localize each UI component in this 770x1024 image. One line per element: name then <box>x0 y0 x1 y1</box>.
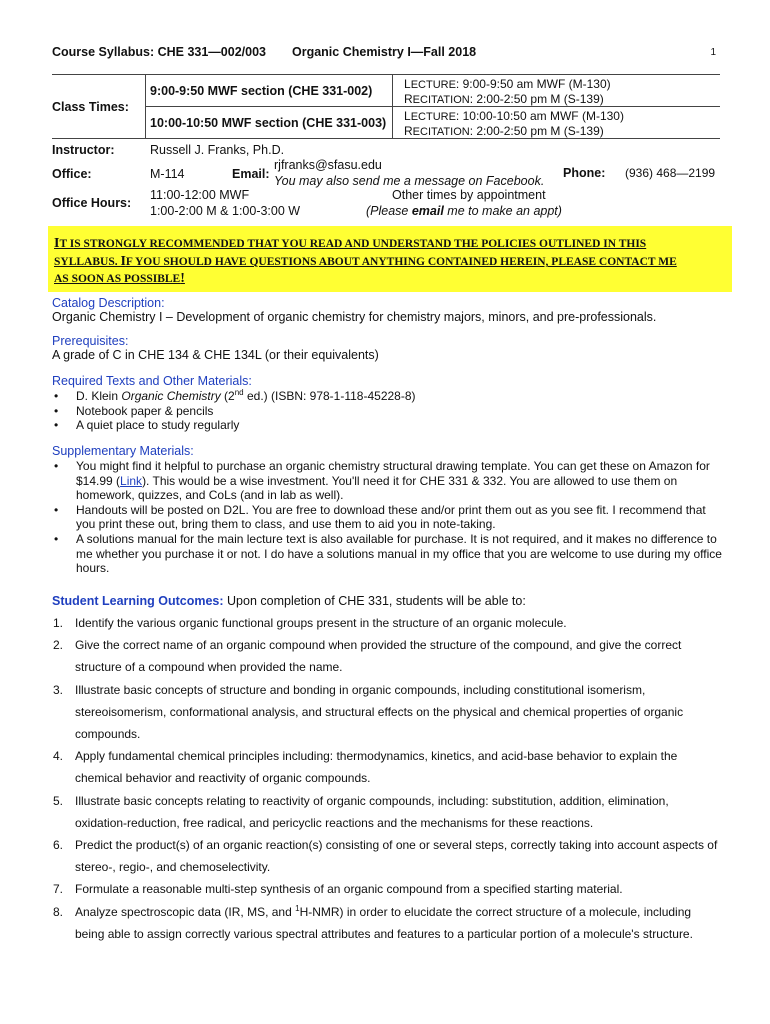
outcome-text: Predict the product(s) of an organic reaction(s) consisting of one or several steps, correctly taking into account aspects of stereo-, regio-, and chemoselectivity. <box>75 838 718 875</box>
outcomes-intro: Student Learning Outcomes: Upon completion of CHE 331, students will be able to: <box>52 594 526 608</box>
supplementary-heading: Supplementary Materials: <box>52 444 194 458</box>
lecture-002: LECTURE: 9:00-9:50 am MWF (M-130) <box>404 77 611 91</box>
outcome-number: 1. <box>53 616 64 630</box>
phone-number: (936) 468—2199 <box>625 166 716 180</box>
outcome-item <box>52 790 722 834</box>
outcome-number: 7. <box>53 882 64 897</box>
list-item: • D. Klein Organic Chemistry (2nd ed.) (ISBN: 978-1-118-45228-8) <box>52 389 722 404</box>
hours-mw: 1:00-2:00 M & 1:00-3:00 W <box>150 204 301 218</box>
banner-line-3: AS SOON AS POSSIBLE! <box>54 271 185 286</box>
catalog-text: Organic Chemistry I – Development of organic chemistry for chemistry majors, minors, and pre-professionals. <box>52 310 657 324</box>
catalog-heading: Catalog Description: <box>52 296 165 310</box>
outcome-item <box>52 834 722 878</box>
office-label: Office: <box>52 167 92 181</box>
outcome-text: Analyze spectroscopic data (IR, MS, and <box>75 904 296 919</box>
course-code: Course Syllabus: CHE 331—002/003 <box>52 45 266 59</box>
instructor-name: Russell J. Franks, Ph.D. <box>150 143 285 157</box>
recitation-002: RECITATION: 2:00-2:50 pm M (S-139) <box>404 92 604 106</box>
appointment-note: Other times by appointment <box>392 188 546 202</box>
outcome-number: 6. <box>53 838 64 853</box>
amazon-link[interactable]: Link <box>120 473 143 488</box>
banner-line-1: IT IS STRONGLY RECOMMENDED THAT YOU READ AND UNDERSTAND THE POLICIES OUTLINED IN THIS <box>54 236 647 251</box>
prerequisites-heading: Prerequisites: <box>52 334 129 348</box>
section-003: 10:00-10:50 MWF section (CHE 331-003) <box>150 116 387 130</box>
page-number: 1 <box>710 47 716 58</box>
outcome-text: Formulate a reasonable multi-step synthesis of an organic compound from a specified starting material. <box>75 882 623 897</box>
table-divider <box>392 74 393 138</box>
required-list <box>52 389 722 433</box>
course-info-table <box>52 74 720 220</box>
outcome-text: Illustrate basic concepts of structure and bonding in organic compounds, including constitutional isomerism, stereoisomerism, conformational analysis, and structural effects on the physical and chemical properties of organic compounds. <box>75 682 684 742</box>
phone-label: Phone: <box>563 166 606 180</box>
policy-banner <box>48 226 732 292</box>
prerequisites-section <box>52 334 722 363</box>
list-item: • You might find it helpful to purchase an organic chemistry structural drawing template. You can get these on Amazon for $14.99 (Link). This would be a wise investment. You'll need it for CHE 331 & 332. You are allowed to use them on homework, quizzes, and CoLs (and in lab as well). <box>52 459 722 503</box>
banner-line-2: SYLLABUS. IF YOU SHOULD HAVE QUESTIONS ABOUT ANYTHING CONTAINED HEREIN, PLEASE CONTACT ME <box>54 254 677 269</box>
outcome-text: H-NMR) in order to elucidate the correct structure of a molecule, including being able to assign correctly various spectral attributes and features to a particular portion of a molecule's structure. <box>75 904 693 941</box>
outcome-text: Illustrate basic concepts relating to reactivity of organic compounds, including: substitution, addition, elimination, oxidation-reduction, free radical, and pericyclic reactions and the mechanisms for these reactions. <box>75 793 669 830</box>
email-address[interactable]: rjfranks@sfasu.edu <box>274 158 382 172</box>
outcome-item <box>52 679 722 746</box>
required-heading: Required Texts and Other Materials: <box>52 374 252 388</box>
list-item: • A quiet place to study regularly <box>52 418 722 433</box>
supplementary-list <box>52 459 722 576</box>
outcome-item <box>52 612 722 634</box>
instructor-label: Instructor: <box>52 143 115 157</box>
outcome-number: 8. <box>53 904 64 919</box>
list-item: • Notebook paper & pencils <box>52 404 722 419</box>
outcomes-list <box>52 612 722 945</box>
appointment-email-note: (Please email me to make an appt) <box>366 204 562 218</box>
outcome-text: Give the correct name of an organic compound when provided the structure of the compound, and give the correct structure of a compound when provided the name. <box>75 638 682 675</box>
office-room: M-114 <box>150 167 185 181</box>
facebook-note: You may also send me a message on Facebook. <box>274 174 545 188</box>
recitation-003: RECITATION: 2:00-2:50 pm M (S-139) <box>404 124 604 138</box>
section-002: 9:00-9:50 MWF section (CHE 331-002) <box>150 84 373 98</box>
prerequisites-text: A grade of C in CHE 134 & CHE 134L (or their equivalents) <box>52 348 379 362</box>
hours-mwf: 11:00-12:00 MWF <box>150 188 250 202</box>
outcome-text: Identify the various organic functional groups present in the structure of an organic molecule. <box>75 616 567 630</box>
outcome-number: 3. <box>53 682 64 697</box>
outcome-text: Apply fundamental chemical principles including: thermodynamics, kinetics, and acid-base behavior to explain the chemical behavior and reactivity of organic compounds. <box>75 749 678 786</box>
outcome-item <box>52 634 722 678</box>
outcome-item <box>52 901 722 945</box>
catalog-section <box>52 296 722 325</box>
outcomes-section <box>52 594 722 945</box>
outcome-item <box>52 745 722 789</box>
outcome-item <box>52 878 722 900</box>
table-rule <box>145 106 720 107</box>
table-rule <box>52 74 720 75</box>
lecture-003: LECTURE: 10:00-10:50 am MWF (M-130) <box>404 109 624 123</box>
list-item: • Handouts will be posted on D2L. You are free to download these and/or print them out as you see fit. I recommend that you print these out, bring them to class, and use them to aid you in note-taking. <box>52 503 722 532</box>
outcome-number: 2. <box>53 638 64 653</box>
required-materials-section <box>52 374 722 433</box>
email-label: Email: <box>232 167 270 181</box>
course-title: Organic Chemistry I—Fall 2018 <box>292 45 477 59</box>
outcome-number: 4. <box>53 749 64 764</box>
table-rule <box>52 138 720 139</box>
list-item: • A solutions manual for the main lecture text is also available for purchase. It is not required, and it makes no difference to me whether you purchase it or not. I do have a solutions manual in my office that you are welcome to use during my office hours. <box>52 532 722 576</box>
table-divider <box>145 74 146 138</box>
office-hours-label: Office Hours: <box>52 196 132 210</box>
class-times-label: Class Times: <box>52 100 129 114</box>
outcome-text: 1 <box>295 903 300 913</box>
outcome-number: 5. <box>53 793 64 808</box>
supplementary-section <box>52 444 722 576</box>
